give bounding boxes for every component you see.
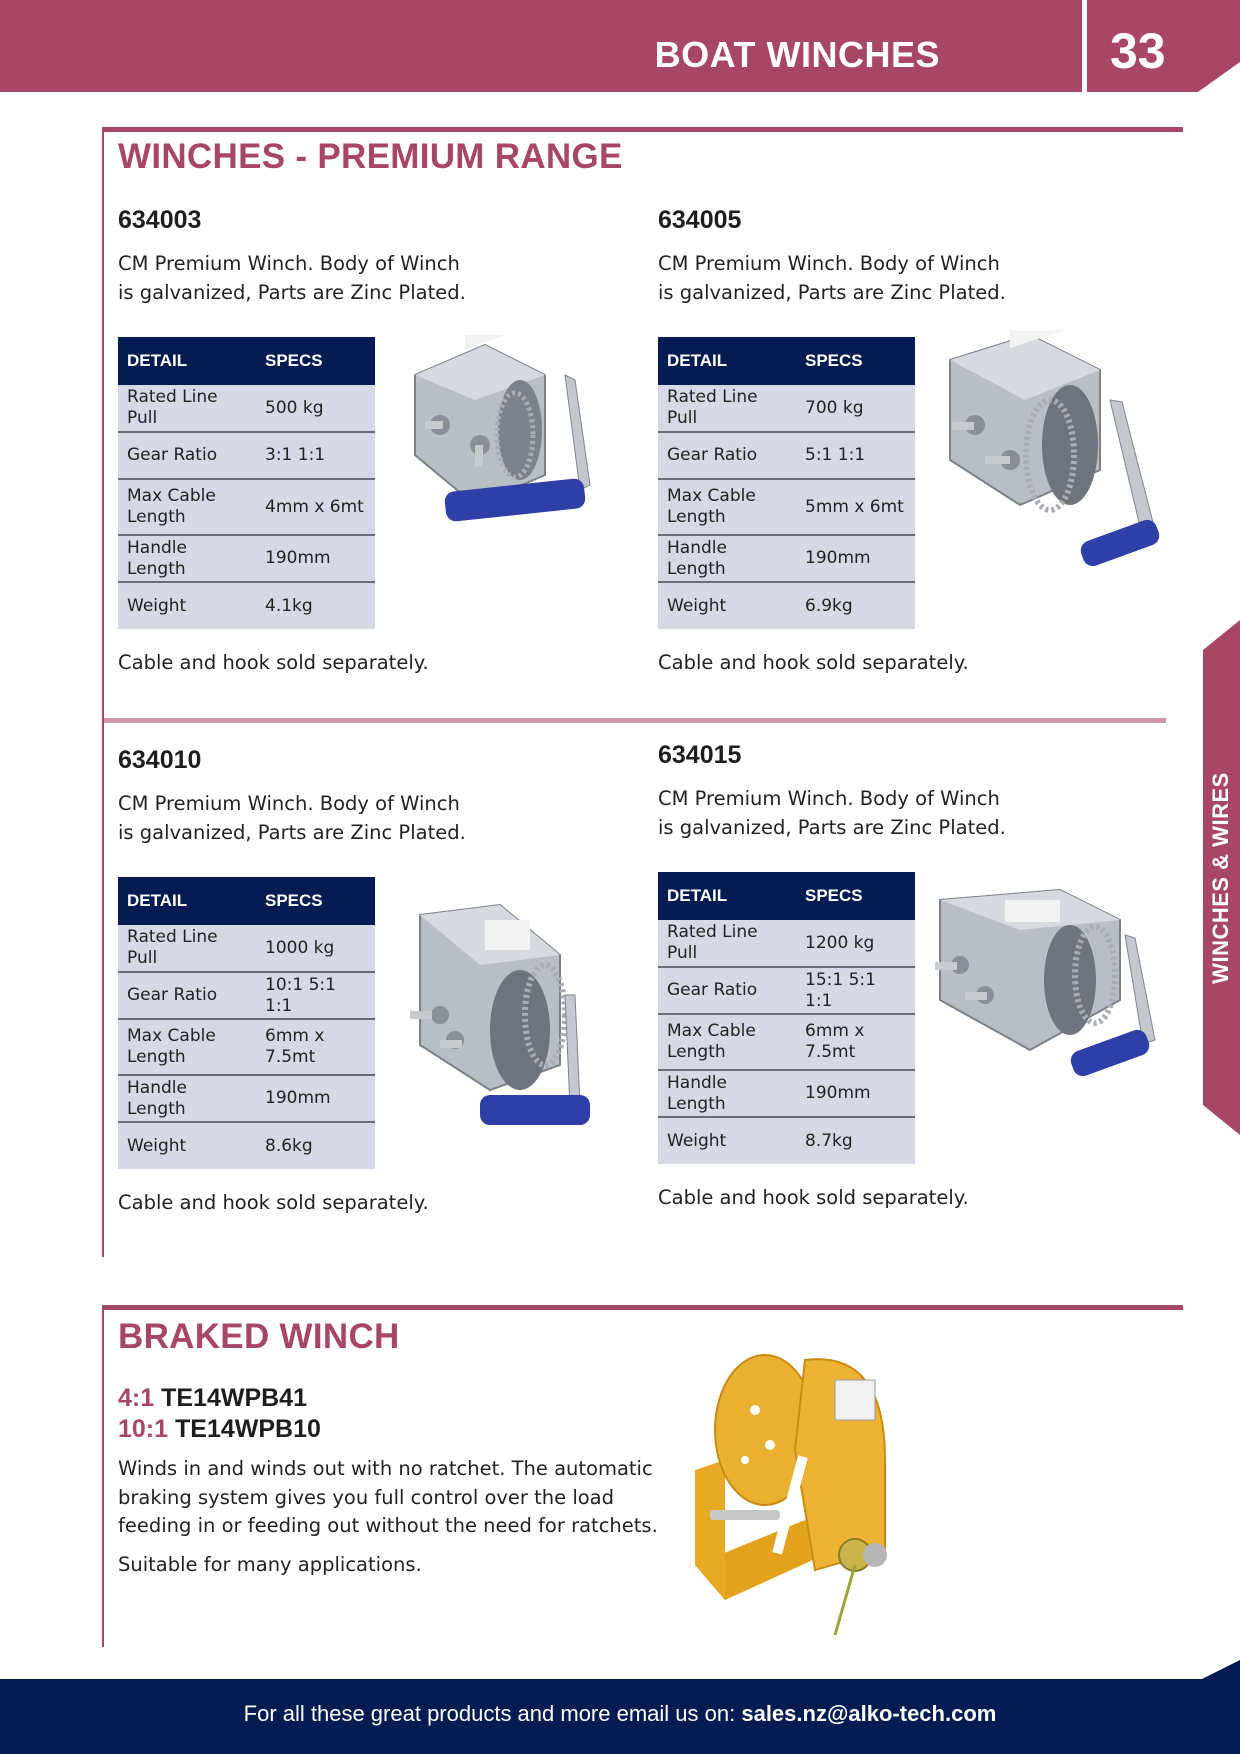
spec-value: 6mm x 7.5mt <box>256 1019 375 1075</box>
spec-value: 10:1 5:1 1:1 <box>256 972 375 1019</box>
product-code: 634003 <box>118 206 202 234</box>
spec-label: Weight <box>658 1117 796 1164</box>
footer-contact <box>0 1701 1240 1727</box>
model-code: TE14WPB41 <box>161 1384 307 1412</box>
product-description <box>118 249 638 307</box>
product-code: 634015 <box>658 741 742 769</box>
table-row <box>658 582 915 629</box>
table-row <box>658 1070 915 1117</box>
table-row <box>658 920 915 967</box>
product-634015 <box>658 741 1178 1209</box>
spec-label: Max Cable Length <box>658 479 796 535</box>
description-line: is galvanized, Parts are Zinc Plated. <box>658 281 1006 304</box>
braked-model-list <box>118 1383 321 1445</box>
spec-label: Weight <box>118 1122 256 1169</box>
spec-value: 3:1 1:1 <box>256 432 375 479</box>
description-line: braking system gives you full control over the load <box>118 1485 615 1509</box>
header-detail: DETAIL <box>658 872 796 920</box>
table-row <box>658 479 915 535</box>
header-corner-cut <box>1198 62 1240 92</box>
spec-label: Handle Length <box>658 1070 796 1117</box>
product-description <box>118 789 638 847</box>
product-note: Cable and hook sold separately. <box>658 651 969 674</box>
table-row <box>658 967 915 1014</box>
footer-text: For all these great products and more email us on: <box>243 1701 742 1726</box>
product-description <box>658 784 1178 842</box>
spec-label: Rated Line Pull <box>658 385 796 432</box>
winch-634015-image <box>930 880 1170 1090</box>
table-row <box>118 535 375 582</box>
premium-range-title: WINCHES - PREMIUM RANGE <box>118 137 623 176</box>
table-row <box>118 479 375 535</box>
table-row <box>658 1117 915 1164</box>
spec-value: 500 kg <box>256 385 375 432</box>
braked-winch-image <box>685 1350 925 1640</box>
spec-label: Weight <box>118 582 256 629</box>
description-line: Winds in and winds out with no ratchet. The automatic <box>118 1457 653 1480</box>
table-row <box>658 535 915 582</box>
spec-label: Handle Length <box>118 1075 256 1122</box>
spec-table <box>118 877 375 1169</box>
spec-label: Max Cable Length <box>118 479 256 535</box>
spec-value: 6mm x 7.5mt <box>796 1014 915 1070</box>
header-specs: SPECS <box>796 337 915 385</box>
braked-description <box>118 1455 678 1541</box>
description-line: is galvanized, Parts are Zinc Plated. <box>118 281 466 304</box>
spec-label: Rated Line Pull <box>118 385 256 432</box>
table-row <box>118 1122 375 1169</box>
spec-label: Gear Ratio <box>118 972 256 1019</box>
gear-ratio: 4:1 <box>118 1384 155 1412</box>
spec-label: Gear Ratio <box>658 967 796 1014</box>
product-634003 <box>118 206 638 674</box>
table-row <box>118 972 375 1019</box>
header-specs: SPECS <box>796 872 915 920</box>
table-row <box>118 925 375 972</box>
header-detail: DETAIL <box>118 337 256 385</box>
spec-label: Gear Ratio <box>658 432 796 479</box>
spec-value: 8.7kg <box>796 1117 915 1164</box>
product-note: Cable and hook sold separately. <box>118 1191 429 1214</box>
spec-label: Weight <box>658 582 796 629</box>
spec-value: 5mm x 6mt <box>796 479 915 535</box>
spec-value: 8.6kg <box>256 1122 375 1169</box>
product-634010 <box>118 746 638 1214</box>
description-line: is galvanized, Parts are Zinc Plated. <box>118 821 466 844</box>
spec-value: 190mm <box>256 535 375 582</box>
spec-label: Max Cable Length <box>118 1019 256 1075</box>
braked-model-10-1 <box>118 1414 321 1445</box>
gear-ratio: 10:1 <box>118 1415 169 1443</box>
description-line: CM Premium Winch. Body of Winch <box>658 252 1000 275</box>
spec-table <box>658 872 915 1164</box>
description-line: CM Premium Winch. Body of Winch <box>118 792 460 815</box>
spec-table <box>658 337 915 629</box>
winch-634010-image <box>400 895 610 1145</box>
description-line: feeding in or feeding out without the need for ratchets. <box>118 1514 658 1537</box>
spec-value: 6.9kg <box>796 582 915 629</box>
table-row <box>118 385 375 432</box>
spec-label: Max Cable Length <box>658 1014 796 1070</box>
header-specs: SPECS <box>256 877 375 925</box>
braked-model-4-1 <box>118 1383 321 1414</box>
spec-value: 190mm <box>796 1070 915 1117</box>
spec-label: Handle Length <box>118 535 256 582</box>
winch-634005-image <box>930 330 1170 575</box>
braked-suitability: Suitable for many applications. <box>118 1553 422 1576</box>
spec-value: 190mm <box>796 535 915 582</box>
winch-634003-image <box>395 335 625 565</box>
spec-label: Rated Line Pull <box>658 920 796 967</box>
table-row <box>118 582 375 629</box>
header-section-title: BOAT WINCHES <box>654 34 940 75</box>
table-row <box>118 1075 375 1122</box>
table-row <box>658 1014 915 1070</box>
spec-value: 5:1 1:1 <box>796 432 915 479</box>
table-row <box>118 1019 375 1075</box>
product-634005 <box>658 206 1178 674</box>
description-line: CM Premium Winch. Body of Winch <box>118 252 460 275</box>
header-band <box>0 0 1240 92</box>
header-specs: SPECS <box>256 337 375 385</box>
table-row <box>658 432 915 479</box>
product-note: Cable and hook sold separately. <box>118 651 429 674</box>
spec-value: 1200 kg <box>796 920 915 967</box>
header-detail: DETAIL <box>658 337 796 385</box>
spec-value: 4.1kg <box>256 582 375 629</box>
footer-corner <box>1200 1660 1240 1680</box>
product-code: 634010 <box>118 746 202 774</box>
spec-value: 15:1 5:1 1:1 <box>796 967 915 1014</box>
footer-email-link[interactable]: sales.nz@alko-tech.com <box>741 1701 997 1726</box>
spec-label: Handle Length <box>658 535 796 582</box>
description-line: is galvanized, Parts are Zinc Plated. <box>658 816 1006 839</box>
table-row <box>658 385 915 432</box>
spec-value: 190mm <box>256 1075 375 1122</box>
spec-value: 4mm x 6mt <box>256 479 375 535</box>
description-line: CM Premium Winch. Body of Winch <box>658 787 1000 810</box>
braked-winch-title: BRAKED WINCH <box>118 1317 400 1356</box>
header-divider <box>1082 0 1087 92</box>
spec-value: 700 kg <box>796 385 915 432</box>
header-detail: DETAIL <box>118 877 256 925</box>
spec-value: 1000 kg <box>256 925 375 972</box>
model-code: TE14WPB10 <box>175 1415 321 1443</box>
product-divider <box>104 718 1166 723</box>
product-note: Cable and hook sold separately. <box>658 1186 969 1209</box>
table-row <box>118 432 375 479</box>
product-description <box>658 249 1178 307</box>
spec-table <box>118 337 375 629</box>
spec-label: Rated Line Pull <box>118 925 256 972</box>
page-number: 33 <box>1110 23 1166 79</box>
product-code: 634005 <box>658 206 742 234</box>
side-tab-label: WINCHES & WIRES <box>1208 772 1233 984</box>
spec-label: Gear Ratio <box>118 432 256 479</box>
